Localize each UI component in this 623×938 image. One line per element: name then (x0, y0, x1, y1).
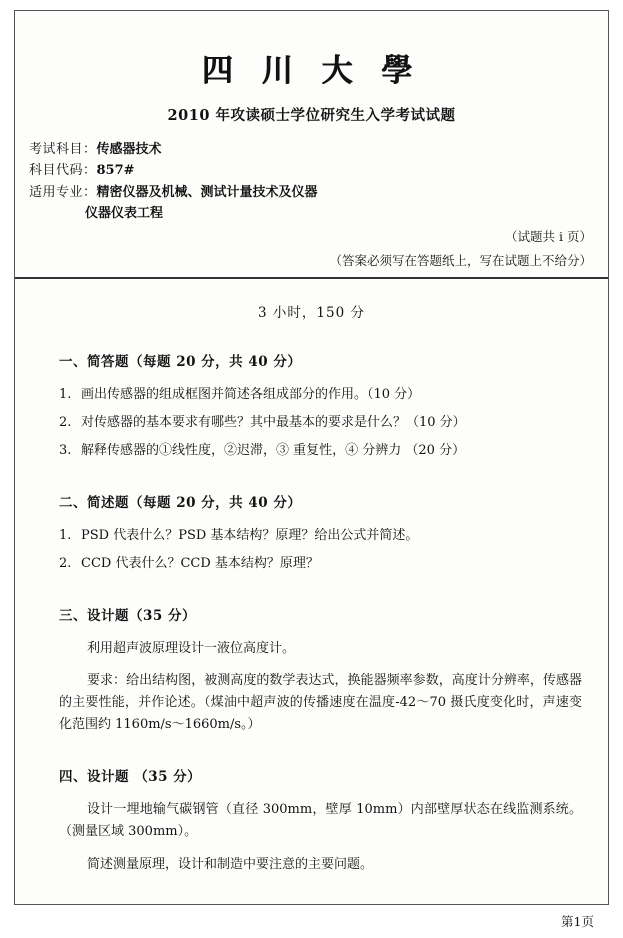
page-number: 第1页 (561, 914, 594, 929)
meta-code-label: 科目代码： (29, 163, 97, 179)
exam-metadata (15, 139, 608, 225)
university-title: 四 川 大 學 (201, 53, 422, 89)
meta-subject-label: 考试科目： (29, 142, 97, 157)
meta-subject-value: 传感器技术 (96, 142, 162, 157)
list-item (59, 440, 582, 462)
meta-code-value: 857# (96, 163, 135, 179)
section-heading-2: 二、简述题（每题 20 分，共 40 分） (59, 494, 302, 511)
question-list-2 (41, 525, 582, 575)
exam-paper-page (14, 10, 609, 929)
meta-major-value: 精密仪器及机械、测试计量技术及仪器 (96, 184, 318, 200)
list-item (59, 553, 582, 575)
list-item (59, 384, 582, 406)
exam-duration: 3 小时，150 分 (258, 304, 365, 321)
question-text: CCD 代表什么？CCD 基本结构？原理？ (81, 556, 319, 571)
section-heading-3: 三、设计题（35 分） (59, 608, 196, 625)
meta-major-line2: 仪器仪表工程 (85, 206, 164, 222)
answer-sheet-note: （答案必须写在答题纸上，写在试题上不给分） (329, 252, 592, 268)
section-4-paragraph-2: 简述测量原理，设计和制造中要注意的主要问题。 (87, 856, 374, 872)
question-number: 2. (59, 556, 72, 571)
exam-title: 2010 年攻读硕士学位研究生入学考试试题 (167, 107, 456, 124)
section-heading-4: 四、设计题 （35 分） (59, 769, 202, 786)
list-item (59, 525, 582, 547)
question-number: 1. (59, 386, 72, 402)
total-pages-note: （试题共 ⅰ 页） (505, 228, 592, 244)
question-text: 画出传感器的组成框图并简述各组成部分的作用。（10 分） (81, 386, 421, 402)
header-divider (15, 277, 608, 279)
question-number: 2. (59, 414, 72, 430)
section-3-paragraph-2: 要求：给出结构图，被测高度的数学表达式，换能器频率参数，高度计分辨率，传感器的主要性能，并作论述。（煤油中超声波的传播速度在温度-42～70 摄氏度变化时，声速变化范围约 1160m/s～1660m/s。） (59, 673, 582, 733)
meta-major-label: 适用专业： (29, 184, 97, 200)
question-text: PSD 代表什么？PSD 基本结构？原理？给出公式并简述。 (81, 527, 419, 543)
question-number: 3. (59, 442, 72, 458)
paper-inner (15, 45, 608, 938)
section-4-paragraph-1: 设计一埋地输气碳钢管（直径 300mm，壁厚 10mm）内部壁厚状态在线监测系统。（测量区域 300mm）。 (59, 802, 582, 840)
section-3-paragraph-1: 利用超声波原理设计一液位高度计。 (87, 641, 296, 657)
question-text: 对传感器的基本要求有哪些？其中最基本的要求是什么？（10 分） (81, 414, 466, 430)
section-heading-1: 一、简答题（每题 20 分，共 40 分） (59, 353, 302, 370)
list-item (59, 412, 582, 434)
meta-major (29, 182, 608, 203)
question-list-1 (41, 384, 582, 462)
exam-body (15, 351, 608, 876)
meta-subject (29, 139, 608, 160)
meta-code (29, 160, 608, 181)
question-text: 解释传感器的①线性度，②迟滞，③ 重复性，④ 分辨力 （20 分） (81, 442, 466, 458)
question-number: 1. (59, 527, 72, 543)
